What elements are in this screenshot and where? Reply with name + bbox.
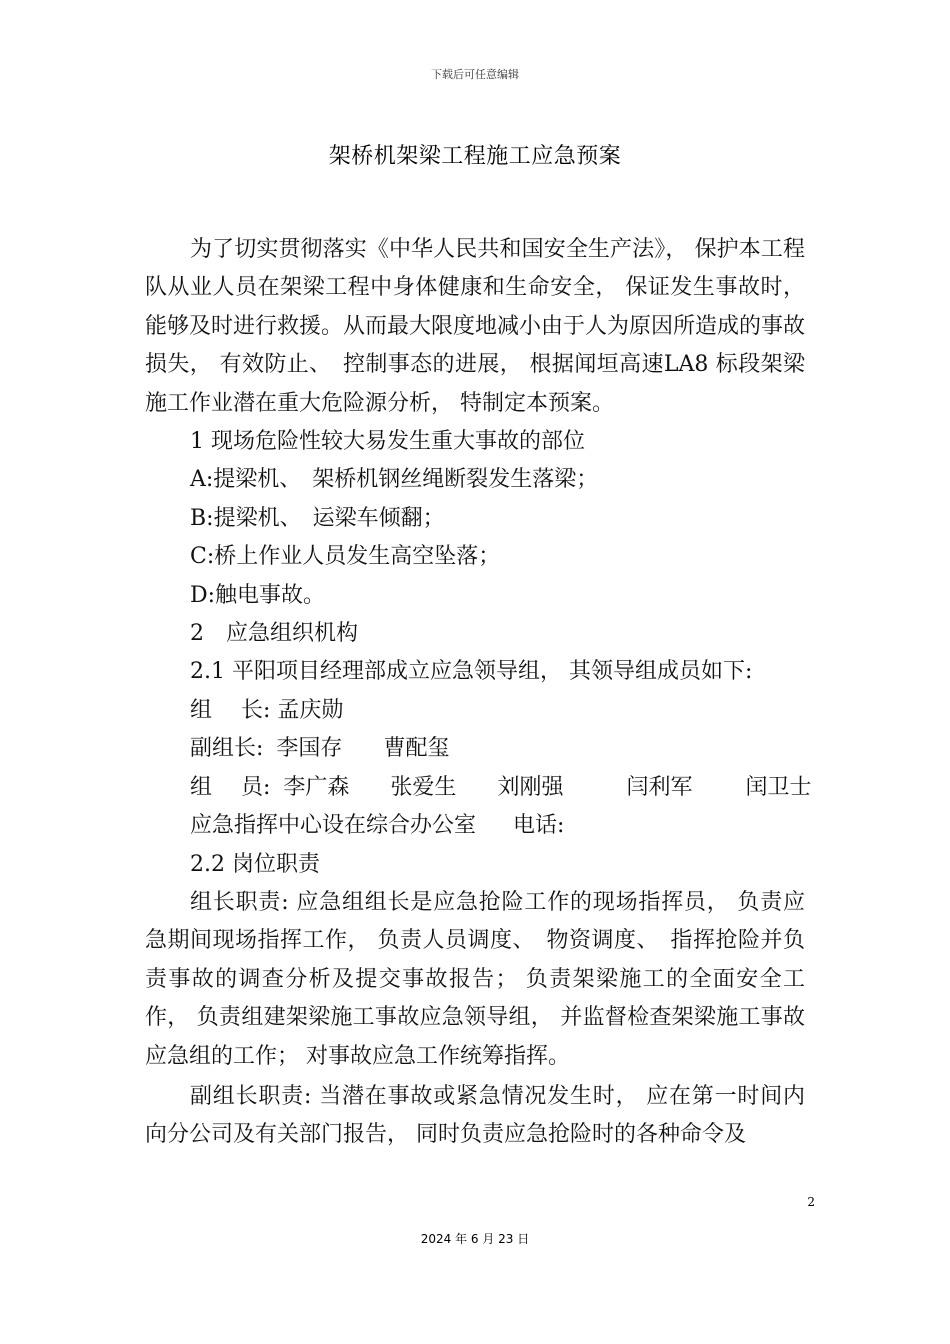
document-body: [145, 231, 812, 1155]
leader-name: 孟庆勋: [277, 697, 344, 723]
footer-date: 2024 年 6 月 23 日: [420, 1232, 530, 1246]
deputy-duty-paragraph: 副组长职责: 当潜在事故或紧急情况发生时， 应在第一时间内向分公司及有关部门报告， 同时负责应急抢险时的各种命令及: [145, 1083, 805, 1148]
subsection-2-2: 2.2 岗位职责: [190, 851, 320, 877]
hazard-item: B:提梁机、 运梁车倾翻；: [190, 505, 445, 531]
leader-duty-paragraph: 组长职责: 应急组组长是应急抢险工作的现场指挥员， 负责应急期间现场指挥工作， 负责人员调度、 物资调度、 指挥抢险并负责事故的调查分析及提交事故报告； 负责架梁施工的全面安全工作， 负责组建架梁施工事故应急领导组， 并监督检查架梁施工事故应急组的工作； 对事故应急工作统筹指挥。: [145, 889, 805, 1069]
hazard-item: A:提梁机、 架桥机钢丝绳断裂发生落梁；: [190, 467, 599, 493]
intro-paragraph: 为了切实贯彻落实《中华人民共和国安全生产法》， 保护本工程队从业人员在架梁工程中身体健康和生命安全， 保证发生事故时， 能够及时进行救援。从而最大限度地减小由于人为原因所造成的事故损失， 有效防止、 控制事态的进展， 根据闻垣高速LA8 标段架梁施工作业潜在重大危险源分析， 特制定本预案。: [145, 237, 806, 416]
section-1-heading: 1 现场危险性较大易发生重大事故的部位: [190, 429, 585, 455]
header-note: 下载后可任意编辑: [431, 68, 519, 81]
phone-label: 电话:: [513, 813, 565, 839]
deputy-row: [145, 730, 805, 768]
deputy-name: 曹配玺: [383, 736, 450, 762]
member-name: 李广森: [283, 774, 350, 800]
page-number: 2: [807, 1195, 815, 1209]
section-2-heading: 2 应急组织机构: [190, 621, 358, 647]
leader-label: 组 长:: [190, 697, 271, 723]
hazard-item: C:桥上作业人员发生高空坠落；: [190, 544, 501, 570]
deputy-label: 副组长:: [190, 736, 264, 762]
member-name: 刘刚强: [497, 774, 564, 800]
members-row: [145, 769, 812, 807]
document-title: 架桥机架梁工程施工应急预案: [328, 144, 622, 169]
subsection-2-1: 2.1 平阳项目经理部成立应急领导组， 其领导组成员如下:: [190, 659, 753, 685]
members-label: 组 员:: [190, 774, 271, 800]
command-center: 应急指挥中心设在综合办公室: [190, 813, 477, 839]
member-name: 闫利军: [626, 774, 693, 800]
hazard-item: D:触电事故。: [190, 582, 326, 608]
member-name: 闰卫士: [745, 774, 812, 800]
member-name: 张爱生: [390, 774, 457, 800]
command-center-row: [145, 807, 805, 845]
leader-row: [145, 692, 805, 730]
deputy-name: 李国存: [276, 736, 343, 762]
